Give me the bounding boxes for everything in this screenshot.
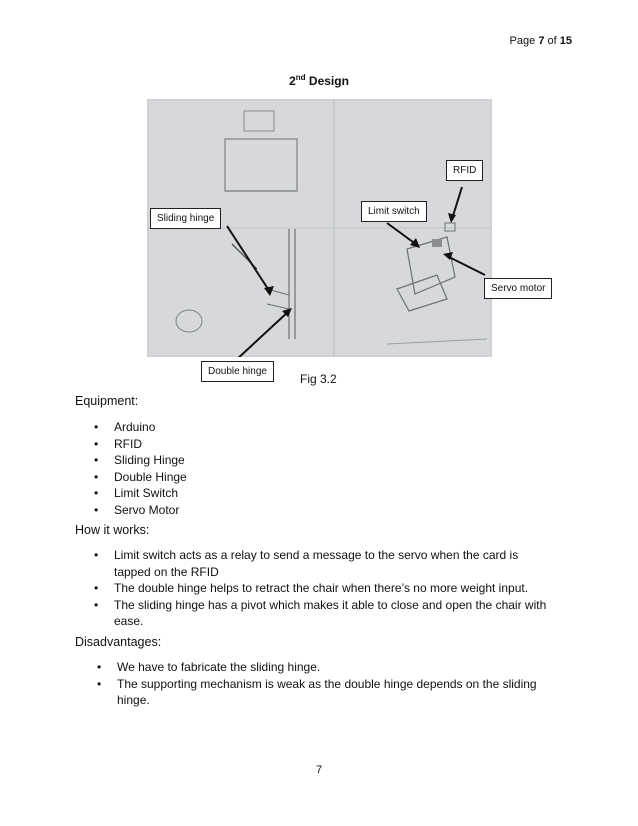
how-it-works-list bbox=[88, 547, 558, 630]
callout-rfid: RFID bbox=[446, 160, 483, 181]
equipment-list bbox=[88, 419, 548, 518]
design-title-superscript: nd bbox=[295, 73, 306, 82]
list-item: • Double Hinge bbox=[88, 469, 548, 486]
list-item: • Limit switch acts as a relay to send a message to the servo when the card is tapped on the RFID bbox=[88, 547, 558, 580]
list-item: • RFID bbox=[88, 436, 548, 453]
design-title-number: 2 bbox=[289, 74, 296, 88]
list-item: • Arduino bbox=[88, 419, 548, 436]
figure-caption: Fig 3.2 bbox=[300, 372, 337, 386]
list-item: • The double hinge helps to retract the chair when there’s no more weight input. bbox=[88, 580, 558, 597]
disadvantages-heading: Disadvantages: bbox=[75, 635, 162, 649]
list-item: • Servo Motor bbox=[88, 502, 548, 519]
list-item: • The sliding hinge has a pivot which makes it able to close and open the chair with ease. bbox=[88, 597, 558, 630]
list-item: • Limit Switch bbox=[88, 485, 548, 502]
equipment-heading: Equipment: bbox=[75, 394, 139, 408]
page-total: 15 bbox=[559, 35, 572, 47]
how-it-works-heading: How it works: bbox=[75, 523, 150, 537]
callout-servo-motor: Servo motor bbox=[484, 278, 552, 299]
design-title bbox=[0, 73, 638, 88]
disadvantages-list bbox=[91, 659, 561, 709]
callout-double-hinge: Double hinge bbox=[201, 361, 274, 382]
callout-limit-switch: Limit switch bbox=[361, 201, 427, 222]
design-title-rest: Design bbox=[305, 74, 349, 88]
list-item: • Sliding Hinge bbox=[88, 452, 548, 469]
page-current: 7 bbox=[538, 35, 545, 47]
footer-page-number: 7 bbox=[315, 764, 323, 776]
page-of: of bbox=[547, 35, 557, 47]
page-header bbox=[510, 35, 572, 47]
callout-sliding-hinge: Sliding hinge bbox=[150, 208, 221, 229]
list-item: • We have to fabricate the sliding hinge. bbox=[91, 659, 561, 676]
list-item: • The supporting mechanism is weak as the double hinge depends on the sliding hinge. bbox=[91, 676, 561, 709]
page-prefix: Page bbox=[509, 35, 536, 47]
